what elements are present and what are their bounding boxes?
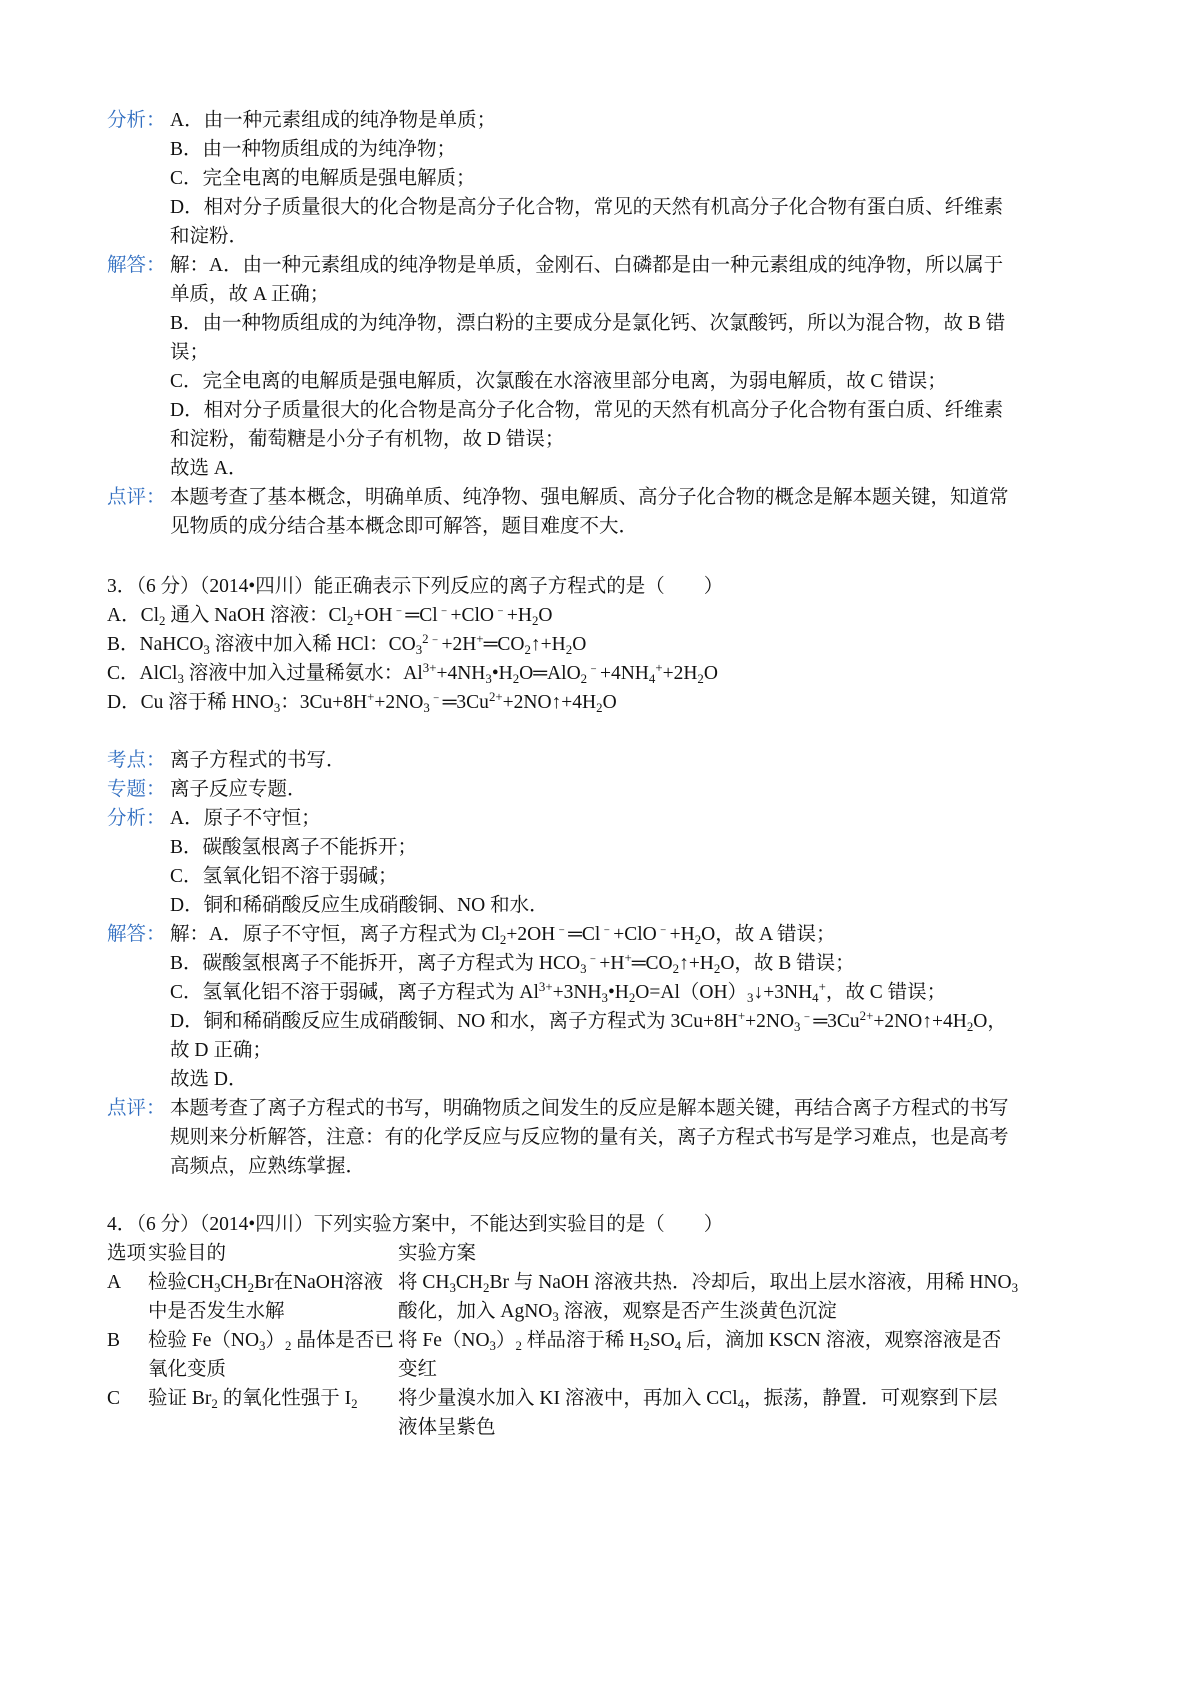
text-line: C．氢氧化铝不溶于弱碱，离子方程式为 $Al^{3+}+3NH_3•H_2O=Al(OH)_3↓+3NH_4^+$，故 C 错误； [170,979,947,1006]
superscript: + [737,1008,746,1023]
subscript: 2 [285,1339,292,1354]
q3-analysis-label: 分析： [107,808,166,829]
subscript: 3 [580,962,587,977]
q3-topic-section [107,746,1107,775]
table-cell-option: C [107,1388,121,1409]
subscript: 2 [515,1339,522,1354]
q3-answer-label: 解答： [107,924,166,945]
table-cell-scheme [398,1326,1107,1384]
text-line: 故选 D． [170,1069,248,1090]
text-line: C．完全电离的电解质是强电解质，次氯酸在水溶液里部分电离，为弱电解质，故 C 错误； [170,371,947,392]
document-page [107,106,1107,1442]
q4-stem: 4．（6 分）（2014•四川）下列实验方案中，不能达到实验目的是（ ） [107,1214,724,1235]
q3-comment-label: 点评： [107,1098,166,1119]
superscript: 3+ [422,660,437,675]
text-line: 检验 $Fe(NO_3)_2$ 晶体是否已 [148,1330,394,1354]
superscript: ﹣ [392,602,406,617]
subscript: 2 [672,962,680,977]
subscript: 3 [489,1339,496,1354]
subscript: 2 [499,933,507,948]
subscript: 2 [643,1339,650,1354]
q3-topic-label: 考点： [107,750,166,771]
table-row [107,1384,1107,1442]
subscript: 2 [346,614,354,629]
subscript: 3 [273,701,281,716]
text-line: 将 $CH_3CH_2Br$ 与 NaOH 溶液共热．冷却后，取出上层水溶液，用稀 $HNO_3$ [398,1272,1019,1296]
subscript: 2 [596,701,603,716]
superscript: ﹣ [437,602,451,617]
q3-comment-section [107,1094,1107,1181]
text-line: B．由一种物质组成的为纯净物，漂白粉的主要成分是氯化钙、次氯酸钙，所以为混合物，故 B 错 [170,313,1006,334]
superscript: 2+ [859,1008,874,1023]
subscript: 3 [203,643,210,658]
q3-analysis-text [170,804,1107,920]
text-line: 和淀粉，葡萄糖是小分子有机物，故 D 错误； [170,429,565,450]
subscript: 2 [697,672,704,687]
text-line: 离子反应专题． [170,779,307,800]
superscript: + [655,660,663,675]
table-header-scheme: 实验方案 [398,1243,477,1264]
subscript: 3 [259,1339,266,1354]
text-line: 误； [170,342,210,363]
subscript: 2 [628,991,636,1006]
text-line: 将 $Fe(NO_3)_2$ 样品溶于稀 $H_2SO_4$ 后，滴加 KSCN 溶液，观察溶液是否 [398,1330,1002,1354]
text-line: A．原子不守恒； [170,808,321,829]
superscript: + [624,950,632,965]
text-line: D．铜和稀硝酸反应生成硝酸铜、NO 和水． [170,895,549,916]
subscript: 2 [531,614,539,629]
table-cell-purpose [148,1268,398,1326]
q3-answer-text [170,920,1107,1094]
text-line: D．Cu 溶于稀 $HNO_3$：$3Cu+8H^++2NO_3^﹣═3Cu^{2+}+2NO↑+4H_2O$ [107,689,617,716]
text-line: 验证 $Br_2$ 的氧化性强于 $I_2$ [148,1388,358,1412]
subscript: 2 [713,962,721,977]
text-line: 中是否发生水解 [148,1301,285,1322]
superscript: + [818,979,826,994]
text-line: 规则来分析解答，注意：有的化学反应与反应物的量有关，离子方程式书写是学习难点，也是高考 [170,1127,1009,1148]
table-cell-purpose [148,1384,398,1442]
text-line: 将少量溴水加入 KI 溶液中，再加入 CCl$_4$，振荡，静置．可观察到下层 [398,1388,998,1412]
subscript: 2 [159,614,166,629]
text-line: 单质，故 A 正确； [170,284,330,305]
text-line: 本题考查了基本概念，明确单质、纯净物、强电解质、高分子化合物的概念是解本题关键，知道常 [170,487,1009,508]
spacer [107,541,1107,572]
table-cell-scheme [398,1268,1107,1326]
subscript: 3 [485,672,492,687]
text-line: D．相对分子质量很大的化合物是高分子化合物，常见的天然有机高分子化合物有蛋白质、纤维素 [170,400,1004,421]
subscript: 3 [1011,1281,1019,1296]
subscript: 4 [812,991,819,1006]
q2-answer-label: 解答： [107,255,166,276]
spacer [107,717,1107,746]
superscript: ﹣ [600,921,614,936]
text-line: C．氢氧化铝不溶于弱碱； [170,866,398,887]
subscript: 3 [449,1281,456,1296]
subscript: 3 [601,991,608,1006]
table-header-purpose: 实验目的 [148,1243,227,1264]
text-line: 见物质的成分结合基本概念即可解答，题目难度不大． [170,516,639,537]
text-line: D．相对分子质量很大的化合物是高分子化合物，常见的天然有机高分子化合物有蛋白质、纤维素 [170,197,1004,218]
subscript: 2 [483,1281,490,1296]
text-line: 本题考查了离子方程式的书写，明确物质之间发生的反应是解本题关键，再结合离子方程式的书写 [170,1098,1009,1119]
subscript: 4 [737,1397,745,1412]
superscript: ﹣ [555,921,569,936]
spacer [107,1181,1107,1210]
subscript: 3 [214,1281,221,1296]
q2-answer-section [107,251,1107,483]
q3-special-section [107,775,1107,804]
text-line: B．碳酸氢根离子不能拆开，离子方程式为 $HCO_3^﹣+H^+═CO_2↑+H_2O$，故 B 错误； [170,950,855,977]
text-line: 氧化变质 [148,1359,227,1380]
text-line: 离子方程式的书写． [170,750,346,771]
q3-options [107,601,1107,717]
text-line: 故 D 正确； [170,1040,272,1061]
text-line: 检验$CH_3CH_2Br$在NaOH溶液 [148,1272,383,1296]
text-line: B．由一种物质组成的为纯净物； [170,139,457,160]
text-line: C．完全电离的电解质是强电解质； [170,168,476,189]
q3-answer-section [107,920,1107,1094]
superscript: 2﹣ [422,631,442,646]
subscript: 3 [177,672,184,687]
text-line: 高频点，应熟练掌握． [170,1156,366,1177]
superscript: ﹣ [800,1008,814,1023]
q3-comment-text [170,1094,1107,1181]
text-line: 变红 [398,1359,438,1380]
superscript: + [476,631,484,646]
subscript: 2 [512,672,520,687]
superscript: ﹣ [429,689,443,704]
text-line: A．$Cl_2$ 通入 NaOH 溶液：$Cl_2+OH^﹣═Cl^﹣+ClO^﹣+H_2O$ [107,602,553,629]
q2-comment-label: 点评： [107,487,166,508]
text-line: 和淀粉． [170,226,249,247]
table-header-row [107,1239,1107,1268]
table-cell-option: A [107,1272,122,1293]
text-line: 解：A．由一种元素组成的纯净物是单质，金刚石、白磷都是由一种元素组成的纯净物，所以属于 [170,255,1004,276]
q2-answer-text [170,251,1107,483]
text-line: 酸化，加入 AgNO$_3$ 溶液，观察是否产生淡黄色沉淀 [398,1301,837,1325]
subscript: 2 [247,1281,255,1296]
q2-comment-text [170,483,1107,541]
text-line: B．碳酸氢根离子不能拆开； [170,837,418,858]
subscript: 2 [524,643,531,658]
experiment-table [107,1239,1107,1442]
q3-special-text [170,775,1107,804]
subscript: 2 [580,672,588,687]
subscript: 4 [674,1339,682,1354]
q2-analysis-label: 分析： [107,110,166,131]
q3-stem: 3．（6 分）（2014•四川）能正确表示下列反应的离子方程式的是（ ） [107,576,724,597]
text-line: 故选 A． [170,458,248,479]
q2-comment-section [107,483,1107,541]
superscript: 3+ [538,979,553,994]
superscript: ﹣ [587,660,600,675]
superscript: ﹣ [494,602,507,617]
subscript: 2 [966,1020,974,1035]
table-cell-scheme [398,1384,1107,1442]
q3-analysis-section [107,804,1107,920]
subscript: 3 [747,991,754,1006]
superscript: 2+ [488,689,503,704]
subscript: 4 [648,672,656,687]
q2-analysis-section [107,106,1107,251]
subscript: 2 [211,1397,218,1412]
subscript: 3 [794,1020,801,1035]
table-cell-purpose [148,1326,398,1384]
table-row [107,1268,1107,1326]
table-row [107,1326,1107,1384]
superscript: ﹣ [656,921,670,936]
text-line: A．由一种元素组成的纯净物是单质； [170,110,497,131]
subscript: 2 [694,933,702,948]
q3-topic-text [170,746,1107,775]
text-line: 解：A．原子不守恒，离子方程式为 $Cl_2+2OH^﹣═Cl^﹣+ClO^﹣+H_2O$，故 A 错误； [170,921,836,948]
subscript: 3 [423,701,430,716]
text-line: D．铜和稀硝酸反应生成硝酸铜、NO 和水，离子方程式为 $3Cu+8H^++2NO_3^﹣═3Cu^{2+}+2NO↑+4H_2O$， [170,1008,1007,1035]
text-line: 液体呈紫色 [398,1417,496,1438]
table-cell-option: B [107,1330,121,1351]
subscript: 3 [552,1310,559,1325]
text-line: C．AlCl$_3$ 溶液中加入过量稀氨水：$Al^{3+}+4NH_3•H_2O═AlO_2^﹣+4NH_4^++2H_2O$ [107,660,718,687]
subscript: 2 [351,1397,358,1412]
superscript: + [367,689,375,704]
q2-analysis-text [170,106,1107,251]
q3-special-label: 专题： [107,779,166,800]
table-header-option: 选项 [107,1243,147,1264]
subscript: 2 [565,643,573,658]
superscript: ﹣ [586,950,600,965]
subscript: 3 [415,643,423,658]
text-line: B．NaHCO$_3$ 溶液中加入稀 HCl：$CO_3^{2﹣}+2H^+═CO_2↑+H_2O$ [107,631,587,658]
